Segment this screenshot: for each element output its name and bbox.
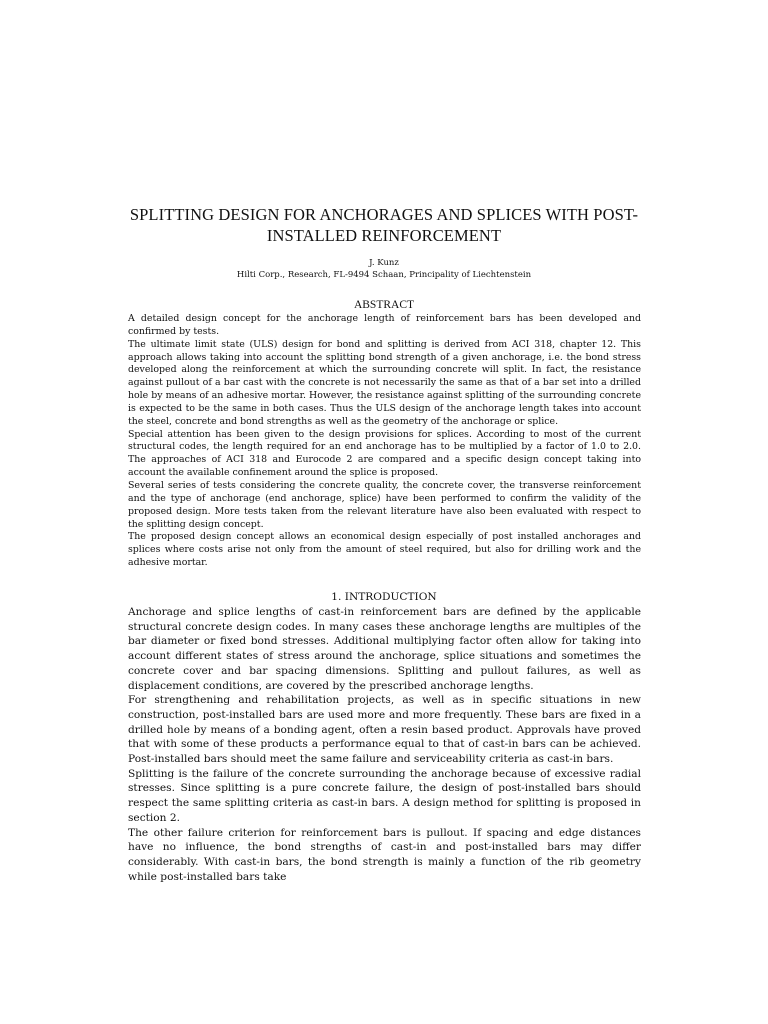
introduction-paragraph: For strengthening and rehabilitation projects, as well as in specific situations in new construction, post-installed bars are used more and more frequently. These bars are fixed in a drilled hole by means of a bonding agent, often a resin based product. Approvals have proved that with some of these products a performance equal to that of cast-in bars can be achieved. Post-installed bars should meet the same failure and serviceability criteria as cast-in bars. (128, 694, 641, 766)
paper-title: SPLITTING DESIGN FOR ANCHORAGES AND SPLICES WITH POST-INSTALLED REINFORCEMENT (129, 205, 639, 245)
author-affiliation: Hilti Corp., Research, FL-9494 Schaan, Principality of Liechtenstein (236, 270, 532, 280)
abstract-body (128, 313, 641, 570)
section-heading-introduction: 1. INTRODUCTION (331, 591, 437, 603)
abstract-heading: ABSTRACT (353, 299, 415, 311)
introduction-body (128, 605, 641, 884)
abstract-paragraph: Several series of tests considering the concrete quality, the concrete cover, the transverse reinforcement and the type of anchorage (end anchorage, splice) have been performed to confirm the validity of the proposed design. More tests taken from the relevant literature have also been evaluated with respect to the splitting design concept. (128, 479, 641, 530)
author-name: J. Kunz (369, 258, 399, 268)
abstract-paragraph: The proposed design concept allows an economical design especially of post installed anchorages and splices where costs arise not only from the amount of steel required, but also for drilling work and the adhesive mortar. (128, 531, 641, 569)
introduction-paragraph: Splitting is the failure of the concrete surrounding the anchorage because of excessive radial stresses. Since splitting is a pure concrete failure, the design of post-installed bars should respect the same splitting criteria as cast-in bars. A design method for splitting is proposed in section 2. (128, 767, 641, 824)
abstract-paragraph: The ultimate limit state (ULS) design for bond and splitting is derived from ACI 318, chapter 12. This approach allows taking into account the splitting bond strength of a given anchorage, i.e. the bond stress developed along the reinforcement at which the surrounding concrete will split. In fact, the resistance against pullout of a bar cast with the concrete is not necessarily the same as that of a bar set into a drilled hole by means of an adhesive mortar. However, the resistance against splitting of the surrounding concrete is expected to be the same in both cases. Thus the ULS design of the anchorage length takes into account the steel, concrete and bond strengths as well as the geometry of the anchorage or splice. (128, 338, 641, 427)
abstract-paragraph: A detailed design concept for the anchorage length of reinforcement bars has been developed and confirmed by tests. (128, 313, 641, 337)
introduction-paragraph: The other failure criterion for reinforcement bars is pullout. If spacing and edge distances have no influence, the bond strengths of cast-in and post-installed bars may differ considerably. With cast-in bars, the bond strength is mainly a function of the rib geometry while post-installed bars take (128, 826, 641, 883)
abstract-paragraph: Special attention has been given to the design provisions for splices. According to most of the current structural codes, the length required for an end anchorage has to be multiplied by a factor of 1.0 to 2.0. The approaches of ACI 318 and Eurocode 2 are compared and a specific design concept taking into account the available confinement around the splice is proposed. (128, 428, 641, 479)
introduction-paragraph: Anchorage and splice lengths of cast-in reinforcement bars are defined by the applicable structural concrete design codes. In many cases these anchorage lengths are multiples of the bar diameter or fixed bond stresses. Additional multiplying factor often allow for taking into account different states of stress around the anchorage, splice situations and sometimes the concrete cover and bar spacing dimensions. Splitting and pullout failures, as well as displacement conditions, are covered by the prescribed anchorage lengths. (128, 606, 641, 692)
